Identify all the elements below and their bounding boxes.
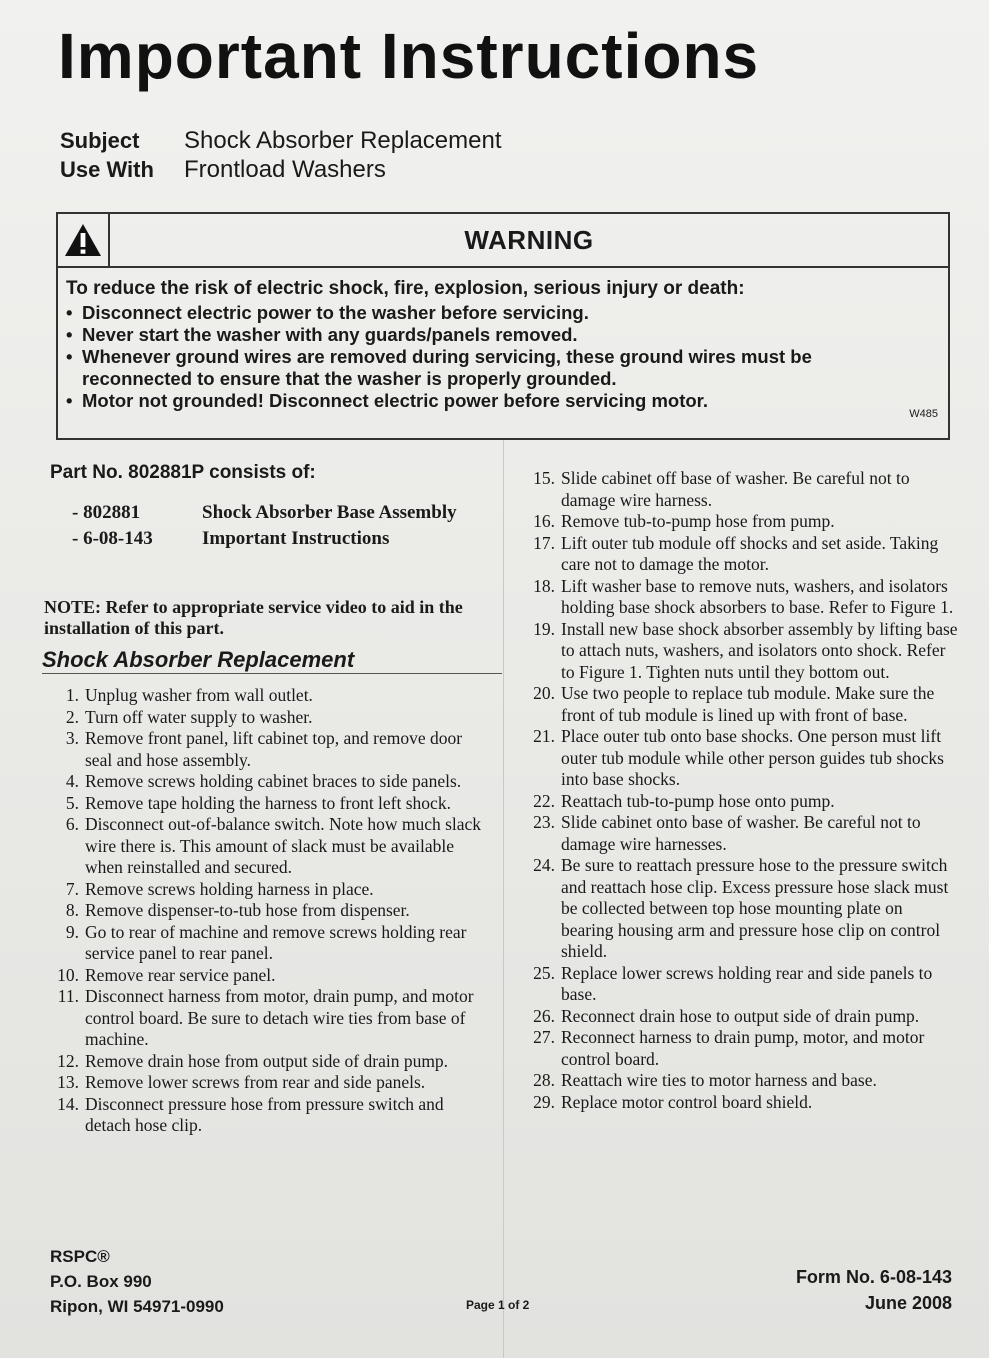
step-text: Lift outer tub module off shocks and set aside. Taking care not to damage the motor. [561,532,939,574]
step-item [52,728,482,771]
step-number: 29. [533,1091,555,1112]
step-text: Remove tape holding the harness to front left shock. [85,792,451,813]
step-number: 5. [65,792,79,813]
step-number: 4. [65,771,79,791]
step-item [52,1094,482,1137]
warning-header [58,214,948,268]
warning-item: • Never start the washer with any guards/panels removed. [66,324,926,346]
step-item [52,922,482,965]
part-row [72,526,457,552]
subject-row [60,126,502,155]
steps-list-left [52,685,482,1137]
warning-item: • Disconnect electric power to the washer before servicing. [66,302,926,324]
step-item [528,963,958,1006]
step-text: Be sure to reattach pressure hose to the pressure switch and reattach hose clip. Excess pressure hose slack must be collected between top hose mounting plate on bearing housing arm and pressure hose clip on control shield. [561,855,949,961]
step-number: 12. [57,1050,79,1071]
step-item [528,726,958,791]
step-item [52,1051,482,1073]
step-item [528,619,958,684]
step-text: Disconnect out-of-balance switch. Note how much slack wire there is. This amount of slack must be available when reinstalled and secured. [85,814,482,877]
note-text: NOTE: Refer to appropriate service video to aid in the installation of this part. [44,597,463,638]
part-number: - 6-08-143 [72,528,153,549]
document-title: Important Instructions [58,20,760,92]
step-item [52,685,482,707]
step-number: 9. [65,921,79,942]
warning-triangle-icon [58,214,110,266]
step-text: Replace motor control board shield. [561,1091,813,1112]
step-text: Remove drain hose from output side of drain pump. [85,1050,449,1071]
step-number: 28. [533,1070,555,1090]
company-address [50,1244,224,1319]
step-item [528,812,958,855]
po-box: P.O. Box 990 [50,1272,152,1291]
step-item [528,855,958,963]
part-row [72,500,457,526]
warning-box [56,212,950,440]
parts-list [72,500,457,552]
step-text: Remove front panel, lift cabinet top, and remove door seal and hose assembly. [85,728,463,770]
step-item [52,986,482,1051]
step-item [528,791,958,813]
company-name: RSPC® [50,1247,110,1266]
step-item [528,511,958,533]
part-name: Shock Absorber Base Assembly [202,502,457,523]
step-number: 22. [533,790,555,811]
warning-title: WARNING [464,224,594,255]
step-text: Reconnect drain hose to output side of drain pump. [561,1005,920,1026]
step-text: Turn off water supply to washer. [85,706,313,727]
step-number: 18. [533,575,555,596]
step-text: Remove rear service panel. [85,964,276,985]
step-text: Disconnect harness from motor, drain pump, and motor control board. Be sure to detach wire ties from base of machine. [85,986,474,1049]
step-item [528,533,958,576]
form-info [796,1264,952,1316]
step-item [528,1027,958,1070]
warning-item: • Whenever ground wires are removed during servicing, these ground wires must be reconnected to ensure that the washer is properly grounded. [66,346,926,390]
step-text: Remove tub-to-pump hose from pump. [561,511,835,531]
use-with-row [60,155,502,184]
step-text: Reattach tub-to-pump hose onto pump. [561,790,835,811]
step-number: 17. [533,532,555,553]
step-number: 3. [65,728,79,748]
step-item [528,683,958,726]
step-number: 13. [57,1072,79,1092]
step-item [528,468,958,511]
step-number: 20. [533,683,555,703]
page-fold-crease [503,440,504,1358]
step-number: 6. [65,814,79,834]
step-text: Use two people to replace tub module. Make sure the front of tub module is lined up with front of base. [561,683,935,725]
form-number: Form No. 6-08-143 [795,1267,952,1287]
step-text: Replace lower screws holding rear and side panels to base. [561,962,933,1004]
part-name: Important Instructions [202,528,390,549]
step-item [52,965,482,987]
step-text: Slide cabinet off base of washer. Be careful not to damage wire harness. [561,468,910,510]
step-number: 16. [533,511,555,531]
use-with-value: Frontload Washers [184,155,386,183]
step-item [52,793,482,815]
step-item [52,814,482,879]
step-number: 10. [57,964,79,985]
use-with-label: Use With [60,156,154,182]
step-number: 23. [533,812,555,832]
step-number: 21. [533,726,555,746]
step-item [528,1092,958,1114]
step-number: 2. [65,706,79,727]
step-text: Lift washer base to remove nuts, washers, and isolators holding base shock absorbers to base. Refer to Figure 1. [561,575,954,617]
step-item [528,1070,958,1092]
section-title: Shock Absorber Replacement [42,647,355,672]
step-item [52,707,482,729]
step-item [528,1006,958,1028]
step-text: Slide cabinet onto base of washer. Be careful not to damage wire harnesses. [561,812,921,854]
subject-value: Shock Absorber Replacement [184,126,502,154]
step-text: Remove screws holding cabinet braces to side panels. [85,771,462,791]
step-number: 8. [65,900,79,920]
step-number: 26. [533,1005,555,1026]
step-item [52,1072,482,1094]
steps-list-right [528,468,958,1113]
step-item [52,900,482,922]
warning-code: W485 [909,408,938,420]
step-item [528,576,958,619]
warning-item: • Motor not grounded! Disconnect electric power before servicing motor. [66,390,926,412]
step-number: 11. [57,986,79,1006]
part-number: - 802881 [72,502,141,523]
subject-label: Subject [60,127,140,153]
step-number: 15. [533,468,555,488]
document-meta [60,126,502,184]
part-heading: Part No. 802881P consists of: [50,462,316,483]
step-text: Reattach wire ties to motor harness and base. [561,1070,877,1090]
page-number: Page 1 of 2 [466,1298,530,1312]
step-number: 19. [533,618,555,639]
warning-lead: To reduce the risk of electric shock, fire, explosion, serious injury or death: [66,278,745,299]
step-number: 1. [65,685,79,705]
form-date: June 2008 [864,1293,952,1313]
step-number: 14. [57,1093,79,1114]
step-number: 25. [533,962,555,983]
step-text: Place outer tub onto base shocks. One person must lift outer tub module while other person guides tub shocks into base shocks. [561,726,944,789]
city-line: Ripon, WI 54971-0990 [50,1297,224,1316]
step-text: Remove screws holding harness in place. [85,878,374,899]
step-item [52,879,482,901]
step-text: Reconnect harness to drain pump, motor, and motor control board. [561,1027,925,1069]
step-item [52,771,482,793]
step-text: Remove lower screws from rear and side panels. [85,1072,426,1092]
step-number: 24. [533,855,555,875]
step-number: 7. [65,878,79,899]
step-text: Install new base shock absorber assembly by lifting base to attach nuts, washers, and isolators onto shock. Refer to Figure 1. Tighten nuts until they bottom out. [561,618,958,682]
warning-list [66,302,926,412]
step-text: Disconnect pressure hose from pressure switch and detach hose clip. [85,1093,444,1135]
step-text: Unplug washer from wall outlet. [85,685,313,705]
step-number: 27. [533,1027,555,1047]
step-text: Remove dispenser-to-tub hose from dispenser. [85,900,410,920]
section-rule [42,673,502,674]
step-text: Go to rear of machine and remove screws holding rear service panel to rear panel. [85,921,467,963]
